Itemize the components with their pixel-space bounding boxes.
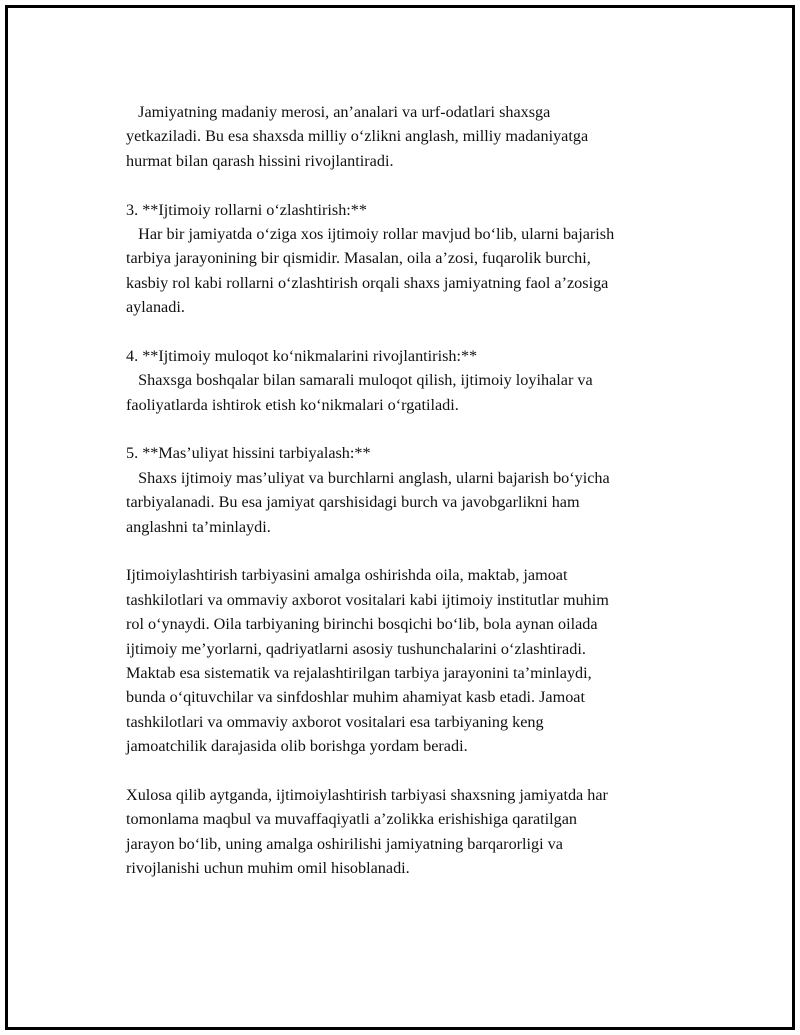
text-line: Jamiyatning madaniy merosi, an’analari va urf-odatlari shaxsga bbox=[126, 103, 551, 121]
intro-continuation-paragraph bbox=[126, 100, 686, 173]
text-line: Shaxsga boshqalar bilan samarali muloqot qilish, ijtimoiy loyihalar va bbox=[126, 371, 593, 390]
text-line: bunda o‘qituvchilar va sinfdoshlar muhim ahamiyat kasb etadi. Jamoat bbox=[126, 688, 585, 707]
text-line: faoliyatlarda ishtirok etish ko‘nikmalari o‘rgatiladi. bbox=[126, 395, 459, 414]
list-item-5 bbox=[126, 441, 686, 539]
conclusion-paragraph bbox=[126, 783, 686, 881]
list-item-4 bbox=[126, 344, 686, 417]
text-line: Har bir jamiyatda o‘ziga xos ijtimoiy rollar mavjud bo‘lib, ularni bajarish bbox=[126, 224, 615, 243]
text-line: yetkaziladi. Bu esa shaxsda milliy o‘zlikni anglash, milliy madaniyatga bbox=[126, 127, 589, 146]
list-item-3 bbox=[126, 198, 686, 320]
document-body bbox=[126, 100, 686, 905]
text-line: Ijtimoiylashtirish tarbiyasini amalga oshirishda oila, maktab, jamoat bbox=[126, 566, 568, 585]
list-item-heading: 3. **Ijtimoiy rollarni o‘zlashtirish:** bbox=[126, 200, 367, 219]
text-line: ijtimoiy me’yorlarni, qadriyatlarni asosiy tushunchalarini o‘zlashtiradi. bbox=[126, 639, 586, 658]
text-line: anglashni ta’minlaydi. bbox=[126, 517, 271, 536]
text-line: hurmat bilan qarash hissini rivojlantiradi. bbox=[126, 151, 394, 170]
text-line: tashkilotlari va ommaviy axborot vositalari kabi ijtimoiy institutlar muhim bbox=[126, 590, 609, 609]
text-line: rivojlanishi uchun muhim omil hisoblanadi. bbox=[126, 859, 410, 878]
text-line: jarayon bo‘lib, uning amalga oshirilishi jamiyatning barqarorligi va bbox=[126, 834, 563, 853]
text-line: jamoatchilik darajasida olib borishga yordam beradi. bbox=[126, 737, 468, 756]
text-line: aylanadi. bbox=[126, 298, 185, 317]
list-item-heading: 5. **Mas’uliyat hissini tarbiyalash:** bbox=[126, 444, 371, 463]
text-line: Shaxs ijtimoiy mas’uliyat va burchlarni anglash, ularni bajarish bo‘yicha bbox=[126, 468, 610, 487]
text-line: Xulosa qilib aytganda, ijtimoiylashtirish tarbiyasi shaxsning jamiyatda har bbox=[126, 785, 608, 804]
text-line: kasbiy rol kabi rollarni o‘zlashtirish orqali shaxs jamiyatning faol a’zosiga bbox=[126, 273, 609, 292]
text-line: tarbiya jarayonining bir qismidir. Masalan, oila a’zosi, fuqarolik burchi, bbox=[126, 249, 591, 268]
page-frame bbox=[5, 5, 795, 1030]
text-line: tomonlama maqbul va muvaffaqiyatli a’zolikka erishishiga qaratilgan bbox=[126, 810, 578, 829]
list-item-heading: 4. **Ijtimoiy muloqot ko‘nikmalarini rivojlantirish:** bbox=[126, 346, 478, 365]
text-line: tashkilotlari va ommaviy axborot vositalari esa tarbiyaning keng bbox=[126, 712, 544, 731]
text-line: Maktab esa sistematik va rejalashtirilgan tarbiya jarayonini ta’minlaydi, bbox=[126, 663, 592, 682]
text-line: rol o‘ynaydi. Oila tarbiyaning birinchi bosqichi bo‘lib, bola aynan oilada bbox=[126, 615, 598, 634]
institutions-paragraph bbox=[126, 563, 686, 758]
text-line: tarbiyalanadi. Bu esa jamiyat qarshisidagi burch va javobgarlikni ham bbox=[126, 493, 580, 512]
